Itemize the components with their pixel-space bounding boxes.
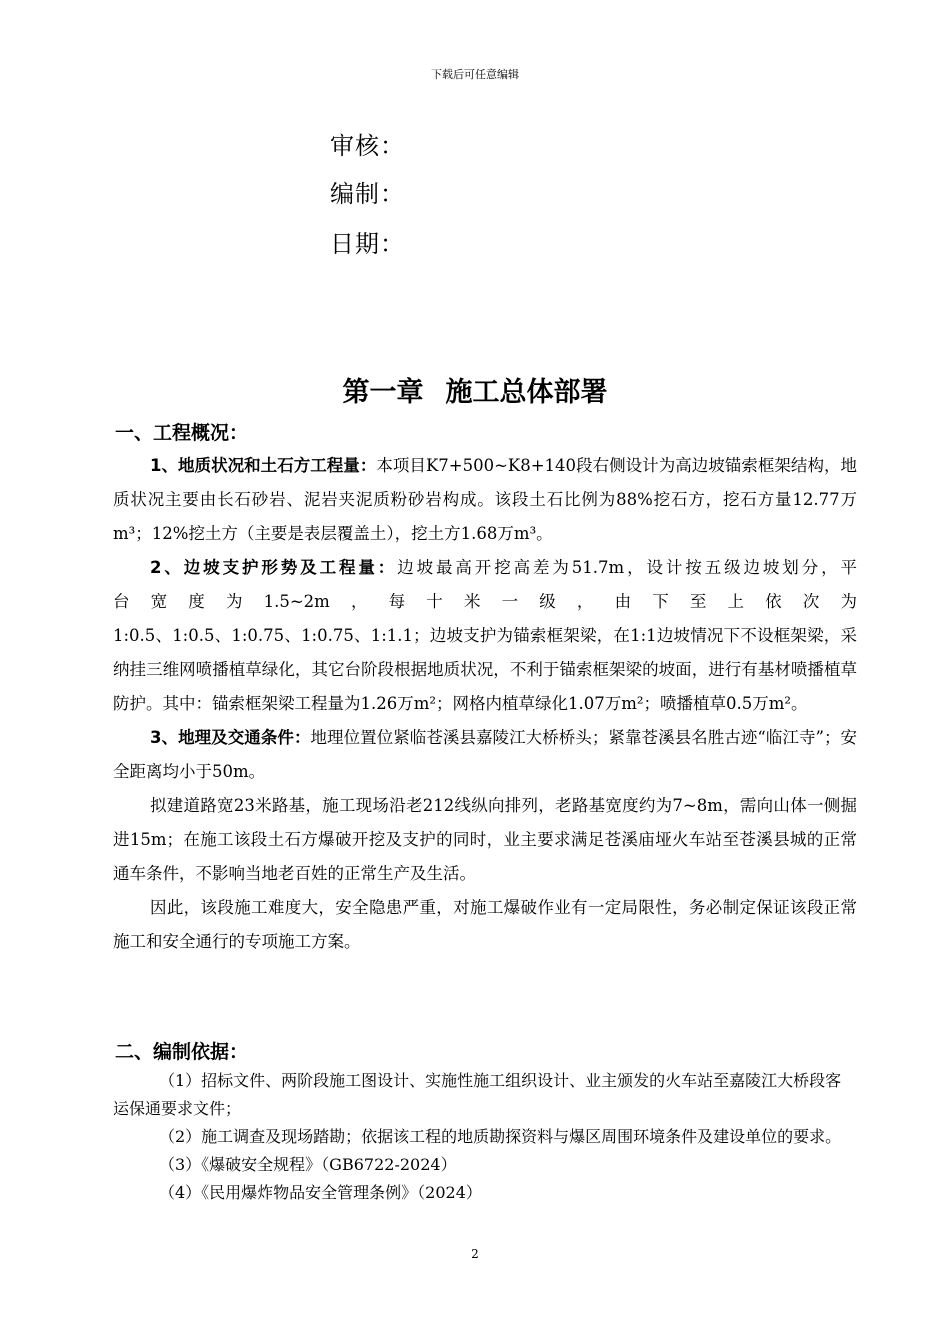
paragraph-conclusion: 因此，该段施工难度大，安全隐患严重，对施工爆破作业有一定局限性，务必制定保证该段正常施工和安全通行的专项施工方案。 (113, 898, 857, 951)
chapter-heading: 施工总体部署 (445, 377, 608, 408)
basis-item: （2）施工调查及现场踏勘；依据该工程的地质勘探资料与爆区周围环境条件及建设单位的要求。 (159, 1127, 842, 1146)
paragraph-label: 3、地理及交通条件： (150, 728, 311, 747)
paragraph-slope-rest: 1:0.5、1:0.5、1:0.75、1:0.75、1:1.1；边坡支护为锚索框架梁，在1:1边坡情况下不设框架梁，采纳挂三维网喷播植草绿化，其它台阶段根据地质状况，不利于锚索框架梁的坡面，进行有基材喷播植草防护。其中：锚索框架梁工程量为1.26万m²；网格内植草绿化1.07万m²；喷播植草0.5万m²。 (113, 626, 857, 713)
chapter-number: 第一章 (342, 377, 424, 408)
basis-item: （1）招标文件、两阶段施工图设计、实施性施工组织设计、业主颁发的火车站至嘉陵江大桥段客运保通要求文件； (113, 1071, 842, 1118)
paragraph-geology: 1、地质状况和土石方工程量：本项目K7+500~K8+140段右侧设计为高边坡锚索框架结构，地质状况主要由长石砂岩、泥岩夹泥质粉砂岩构成。该段土石比例为88%挖石方，挖石方量12.77万m³；12%挖土方（主要是表层覆盖土），挖土方1.68万m³。 (113, 456, 857, 543)
review-label: 审核： (330, 132, 405, 160)
paragraph-slope-line2: 台宽度为1.5~2m，每十米一级，由下至上依次为 (113, 592, 857, 611)
compile-label: 编制： (330, 180, 405, 208)
chapter-title (0, 370, 950, 409)
paragraph-traffic: 3、地理及交通条件：地理位置位紧临苍溪县嘉陵江大桥桥头；紧靠苍溪县名胜古迹“临江寺”；安全距离均小于50m。 (113, 728, 858, 781)
paragraph-slope-line1: 2、边坡支护形势及工程量：边坡最高开挖高差为51.7m，设计按五级边坡划分，平 (150, 558, 858, 577)
page-header: 下载后可任意编辑 (431, 68, 519, 81)
basis-item: （4）《民用爆炸物品安全管理条例》（2024） (159, 1183, 482, 1202)
section-heading-overview: 一、工程概况： (115, 422, 249, 444)
section-heading-basis: 二、编制依据： (115, 1041, 249, 1063)
basis-list (113, 1067, 857, 1207)
date-label: 日期： (330, 230, 405, 258)
paragraph-label: 2、边坡支护形势及工程量： (150, 558, 398, 577)
paragraph-label: 1、地质状况和土石方工程量： (150, 456, 377, 475)
basis-item: （3）《爆破安全规程》（GB6722-2024） (159, 1155, 457, 1174)
paragraph-road: 拟建道路宽23米路基，施工现场沿老212线纵向排列，老路基宽度约为7~8m，需向山体一侧掘进15m；在施工该段土石方爆破开挖及支护的同时，业主要求满足苍溪庙垭火车站至苍溪县城的正常通车条件，不影响当地老百姓的正常生产及生活。 (113, 796, 857, 883)
page-number: 2 (471, 1247, 479, 1261)
overview-body (113, 449, 857, 959)
